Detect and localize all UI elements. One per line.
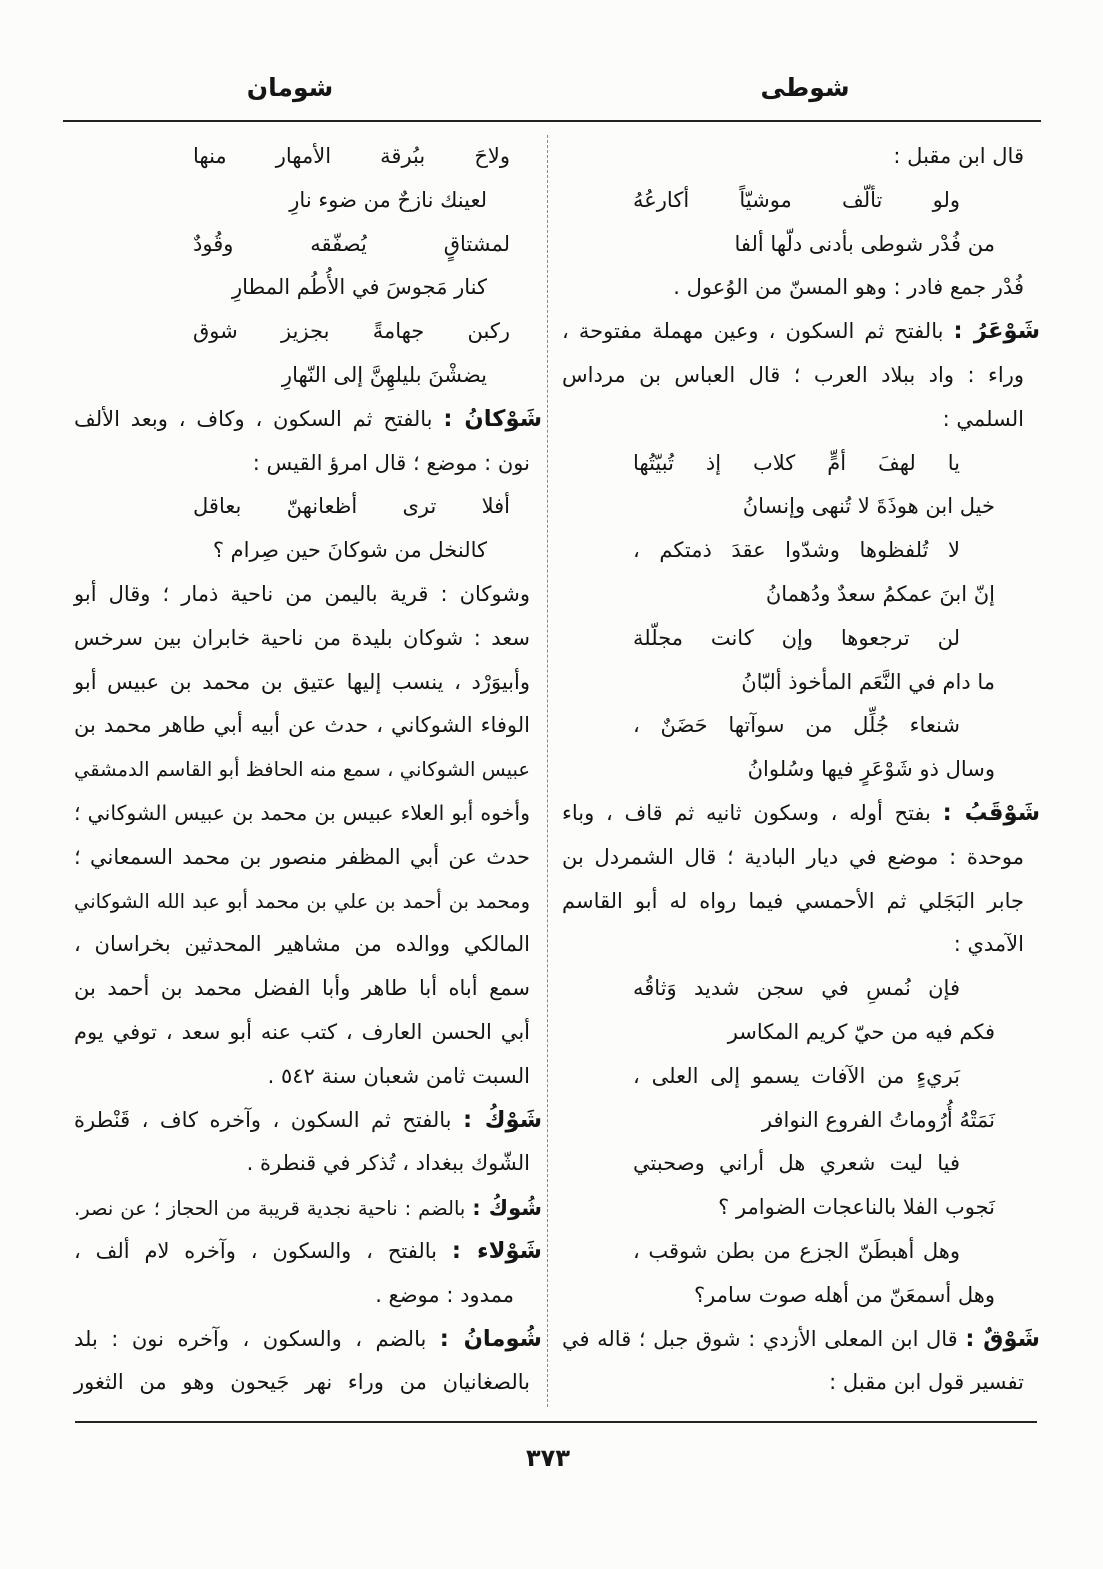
verse-line: لمشتاقٍ يُصفّقه وقُودٌ <box>193 231 510 256</box>
verse-line: وهل أسمعَنّ من أهله صوت سامر؟ <box>694 1282 995 1307</box>
text-line: الشّوك ببغداد ، تُذكر في قنطرة . <box>246 1151 530 1176</box>
verse-line: خيل ابن هوذَةَ لا تُنهى وإنسانُ <box>742 494 995 519</box>
text-line: وأبيوَرْد ، ينسب إليها عتيق بن محمد بن عبيس أبو <box>74 669 530 694</box>
entry-line <box>68 398 542 442</box>
entry-text: بالفتح ، والسكون ، وآخره لام ألف ، <box>74 1238 437 1263</box>
entry-headword: شَوْعَرُ : <box>953 318 1040 345</box>
left-column <box>68 135 542 1405</box>
entry-text: بالضم : ناحية نجدية قريبة من الحجاز ؛ عن نصر. <box>74 1197 466 1221</box>
entry-text: بالضم ، والسكون ، وآخره نون : بلد <box>74 1326 427 1351</box>
text-line: سمع أباه أبا طاهر وأبا الفضل محمد بن أحمد بن <box>74 976 530 1001</box>
footer-rule <box>75 1421 1037 1423</box>
text-line: بالصغانيان من وراء نهر جَيحون وهو من الثغور <box>74 1370 530 1395</box>
text-line: موحدة : موضع في ديار البادية ؛ قال الشمردل بن <box>562 844 1024 869</box>
verse-line: كالنخل من شوكانَ حين صِرام ؟ <box>212 538 487 563</box>
verse-line: لا تُلفظوها وشدّوا عقدَ ذمتكم ، <box>633 538 960 563</box>
verse-line: لن ترجعوها وإن كانت مجلّلة <box>633 625 960 650</box>
verse-line: بَريءٍ من الآفات يسمو إلى العلى ، <box>633 1063 960 1088</box>
entry-line <box>68 1230 542 1274</box>
entry-text: بالفتح ثم السكون ، وعين مهملة مفتوحة ، <box>562 319 944 344</box>
entry-line <box>558 792 1040 836</box>
verse-line: فكم فيه من حيّ كريم المكاسر <box>727 1019 995 1044</box>
text-line: سعد : شوكان بليدة من ناحية خابران بين سرخس <box>74 625 530 650</box>
verse-line: كنار مَجوسَ في الأُطُم المطارِ <box>231 275 487 300</box>
column-divider <box>547 135 548 1407</box>
verse-line: إنّ ابنَ عمكمُ سعدٌ ودُهمانُ <box>765 581 995 606</box>
text-line: قال ابن مقبل : <box>893 144 1024 168</box>
verse-line: من فُدْر شوطى بأدنى دلّها ألفا <box>734 231 995 256</box>
verse-line: وسال ذو شَوْعَرٍ فيها وسُلوانُ <box>747 757 995 782</box>
page-number: ٣٧٣ <box>526 1444 570 1472</box>
verse-line: يضشْنَ بليلهِنَّ إلى النّهارِ <box>281 362 487 387</box>
entry-line <box>558 1318 1040 1362</box>
verse-line: فيا ليت شعري هل أراني وصحبتي <box>633 1151 960 1176</box>
entry-headword: شُوكُ : <box>472 1195 542 1221</box>
entry-line <box>558 310 1040 354</box>
text-line: ممدود : موضع . <box>375 1282 514 1307</box>
entry-headword: شَوْقٌ : <box>965 1325 1040 1352</box>
verse-line: نَجوب الفلا بالناعجات الضوامر ؟ <box>718 1195 995 1220</box>
text-line: جابر البَجَلي ثم الأحمسي فيما رواه له أبو القاسم <box>562 888 1024 913</box>
verse-line: فإن نُمسِ في سجن شديد وَثاقُه <box>633 976 960 1001</box>
text-line: الوفاء الشوكاني ، حدث عن أبيه أبي طاهر محمد بن <box>74 713 530 738</box>
verse-line: أفلا ترى أظعانهنّ بعاقل <box>193 494 510 519</box>
text-line: السلمي : <box>942 406 1024 431</box>
text-line: السبت ثامن شعبان سنة ٥٤٢ . <box>267 1063 530 1088</box>
verse-line: ولو تألّف موشيّاً أكارعُهُ <box>633 187 960 212</box>
header-rule <box>63 120 1041 122</box>
text-line: الآمدي : <box>953 932 1024 957</box>
entry-text: بالفتح ثم السكون ، وكاف ، وبعد الألف <box>74 406 433 431</box>
running-head-right: شوطى <box>760 73 850 102</box>
entry-text: بفتح أوله ، وسكون ثانيه ثم قاف ، وباء <box>562 800 931 825</box>
verse-line: يا لهفَ أمٍّ كلاب إذ تُبيّتُها <box>633 450 960 475</box>
entry-headword: شَوْلاء : <box>451 1237 542 1264</box>
verse-line: ركبن جهامةً بجزيز شوق <box>193 319 510 344</box>
verse-line: نَمَتْهُ أُرُوماتُ الفروع النوافر <box>761 1107 995 1132</box>
text-line: عبيس الشوكاني ، سمع منه الحافظ أبو القاسم الدمشقي <box>74 758 530 782</box>
running-head-left: شومان <box>246 73 334 102</box>
entry-text: قال ابن المعلى الأزدي : شوق جبل ؛ قاله في <box>562 1326 958 1351</box>
text-line: أبي الحسن العارف ، كتب عنه أبو سعد ، توفي يوم <box>74 1019 530 1044</box>
entry-headword: شَوْقَبُ : <box>942 799 1040 826</box>
text-line: وشوكان : قرية باليمن من ناحية ذمار ؛ وقال أبو <box>74 581 530 606</box>
entry-line <box>68 1099 542 1143</box>
text-line: فُدْر جمع فادر : وهو المسنّ من الوُعول . <box>673 275 1024 300</box>
text-line: وأخوه أبو العلاء عبيس بن محمد بن عبيس الشوكاني ؛ <box>74 800 530 825</box>
entry-text: بالفتح ثم السكون ، وآخره كاف ، قَنْطرة <box>74 1107 452 1132</box>
right-column <box>558 135 1040 1405</box>
text-line: ومحمد بن أحمد بن علي بن محمد أبو عبد الله الشوكاني <box>74 889 530 913</box>
entry-headword: شُومانُ : <box>439 1325 542 1352</box>
text-line: نون : موضع ؛ قال امرؤ القيس : <box>252 450 530 475</box>
verse-line: شنعاء جُلِّل من سوآتها حَضَنٌ ، <box>633 713 960 738</box>
verse-line: وهل أهبطَنّ الجزع من بطن شوقب ، <box>633 1238 960 1263</box>
text-line: المالكي ووالده من مشاهير المحدثين بخراسان ، <box>74 932 530 957</box>
text-line: حدث عن أبي المظفر منصور بن محمد السمعاني ؛ <box>74 844 530 869</box>
entry-headword: شَوْكانُ : <box>443 405 542 432</box>
verse-line: ما دام في النَّعَم المأخوذ ألبّانُ <box>741 669 995 694</box>
text-line: تفسير قول ابن مقبل : <box>829 1370 1024 1395</box>
entry-line <box>68 1318 542 1362</box>
entry-line <box>68 1186 542 1230</box>
entry-headword: شَوْكُ : <box>462 1106 542 1133</box>
text-line: وراء : واد ببلاد العرب ؛ قال العباس بن مرداس <box>562 362 1024 387</box>
verse-line: ولاحَ ببُرقة الأمهار منها <box>193 144 510 168</box>
verse-line: لعينك نازحٌ من ضوء نارِ <box>289 187 487 212</box>
